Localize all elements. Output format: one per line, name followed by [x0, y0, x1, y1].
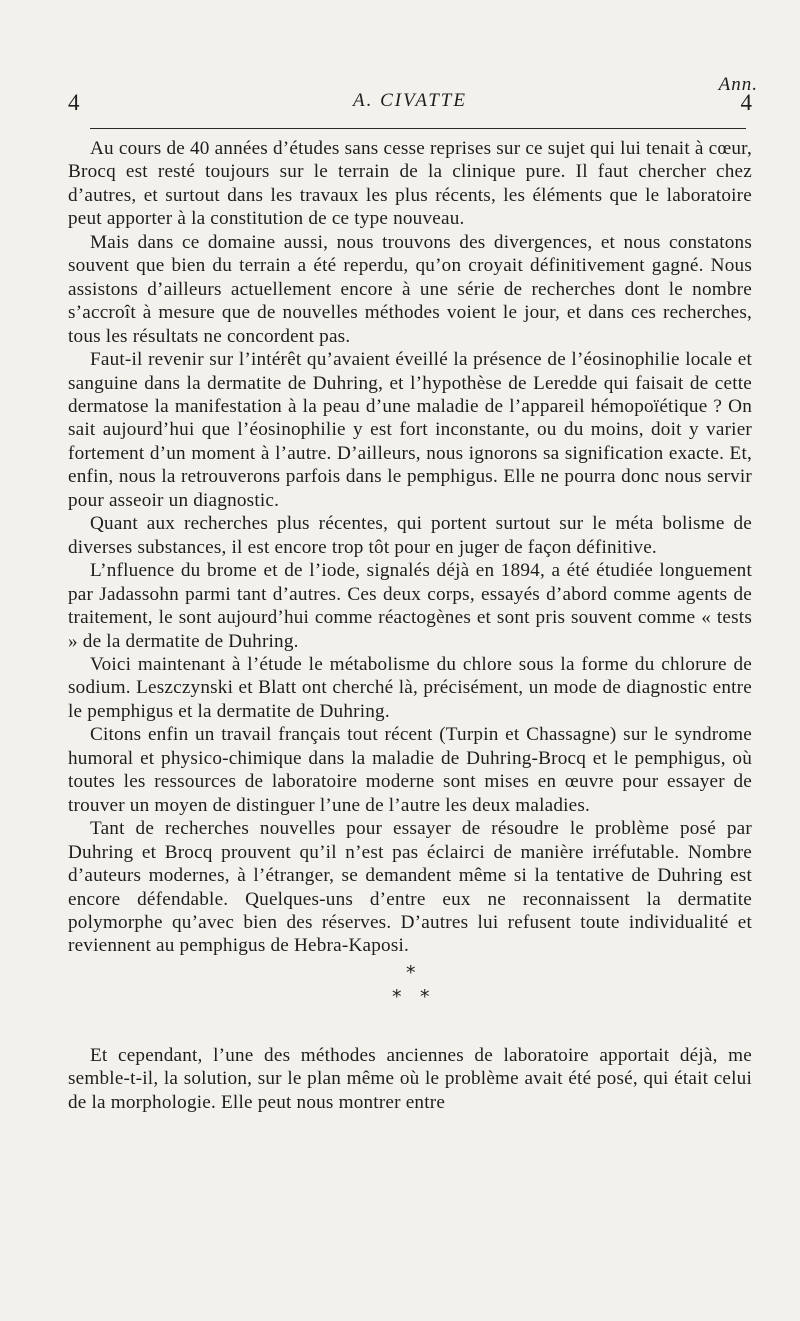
- section-separator-asterism: [68, 958, 752, 1018]
- paragraph: L’nfluence du brome et de l’iode, signalés déjà en 1894, a été étudiée longuement par Jadassohn parmi tant d’autres. Ces deux corps, essayés d’abord comme agents de traitement, le sont aujourd’hui comme réactogènes et sont pris souvent comme « tests » de la dermatite de Duhring.: [68, 560, 752, 652]
- paragraph: Faut-il revenir sur l’intérêt qu’avaient éveillé la présence de l’éosinophilie locale et sanguine dans la dermatite de Duhring, et l’hypothèse de Leredde qui faisait de cette dermatose la manifestation à la peau d’une maladie de l’appareil hémopoïétique ? On sait aujourd’hui que l’éosinophilie y est fort inconstante, ou du moins, doit y varier fortement d’un moment à l’autre. D’ailleurs, nous ignorons sa signification exacte. Et, enfin, nous la retrouverons parfois dans le pemphigus. Elle ne pourra donc nous servir pour asseoir un diagnostic.: [68, 349, 752, 511]
- paragraph: Voici maintenant à l’étude le métabolisme du chlore sous la forme du chlorure de sodium. Leszczynski et Blatt ont cherché là, précisément, un mode de diagnostic entre le pemphigus et la dermatite de Duhring.: [68, 653, 752, 722]
- asterisk: *: [406, 961, 416, 984]
- margin-annotation: Ann.: [718, 74, 758, 95]
- page-number-right: 4: [740, 90, 752, 115]
- body-text: [68, 137, 752, 1114]
- asterisk: *: [392, 985, 402, 1008]
- paragraph: Quant aux recherches plus récentes, qui portent surtout sur le méta bolisme de diverses substances, il est encore trop tôt pour en juger de façon définitive.: [68, 513, 752, 558]
- paragraph: Citons enfin un travail français tout récent (Turpin et Chassagne) sur le syndrome humoral et physico-chimique dans la maladie de Duhring-Brocq et le pemphigus, où toutes les ressources de laboratoire moderne sont mises en œuvre pour essayer de trouver un moyen de distinguer l’une de l’autre les deux maladies.: [68, 724, 752, 816]
- paragraph: Mais dans ce domaine aussi, nous trouvons des divergences, et nous constatons souvent que bien du terrain a été reperdu, qu’on croyait définitivement gagné. Nous assistons d’ailleurs actuellement encore à une série de recherches dont le nombre s’accroît à mesure que de nouvelles méthodes voient le jour, et dans ces recherches, tous les résultats ne concordent pas.: [68, 231, 752, 347]
- paragraph: Au cours de 40 années d’études sans cesse reprises sur ce sujet qui lui tenait à cœur, Brocq est resté toujours sur le terrain de la clinique pure. Il faut chercher chez d’autres, et surtout dans les travaux les plus récents, les éléments que le laboratoire peut apporter à la constitution de ce type nouveau.: [68, 138, 752, 230]
- header-rule: [90, 128, 746, 129]
- asterisk: *: [420, 985, 430, 1008]
- running-header: [68, 86, 752, 122]
- running-title: A. CIVATTE: [353, 90, 467, 111]
- paragraph: Tant de recherches nouvelles pour essayer de résoudre le problème posé par Duhring et Brocq prouvent qu’il n’est pas éclairci de manière irréfutable. Nombre d’auteurs modernes, à l’étranger, se demandent même si la tentative de Duhring est encore défendable. Quelques-uns d’entre eux ne reconnaissent la dermatite polymorphe qu’avec bien des réserves. D’autres lui refusent toute individualité et reviennent au pemphigus de Hebra-Kaposi.: [68, 818, 752, 957]
- paragraph: Et cependant, l’une des méthodes anciennes de laboratoire apportait déjà, me semble-t-il, la solution, sur le plan même où le problème avait été posé, qui était celui de la morphologie. Elle peut nous montrer entre: [68, 1044, 752, 1113]
- page-number-left: 4: [68, 90, 80, 115]
